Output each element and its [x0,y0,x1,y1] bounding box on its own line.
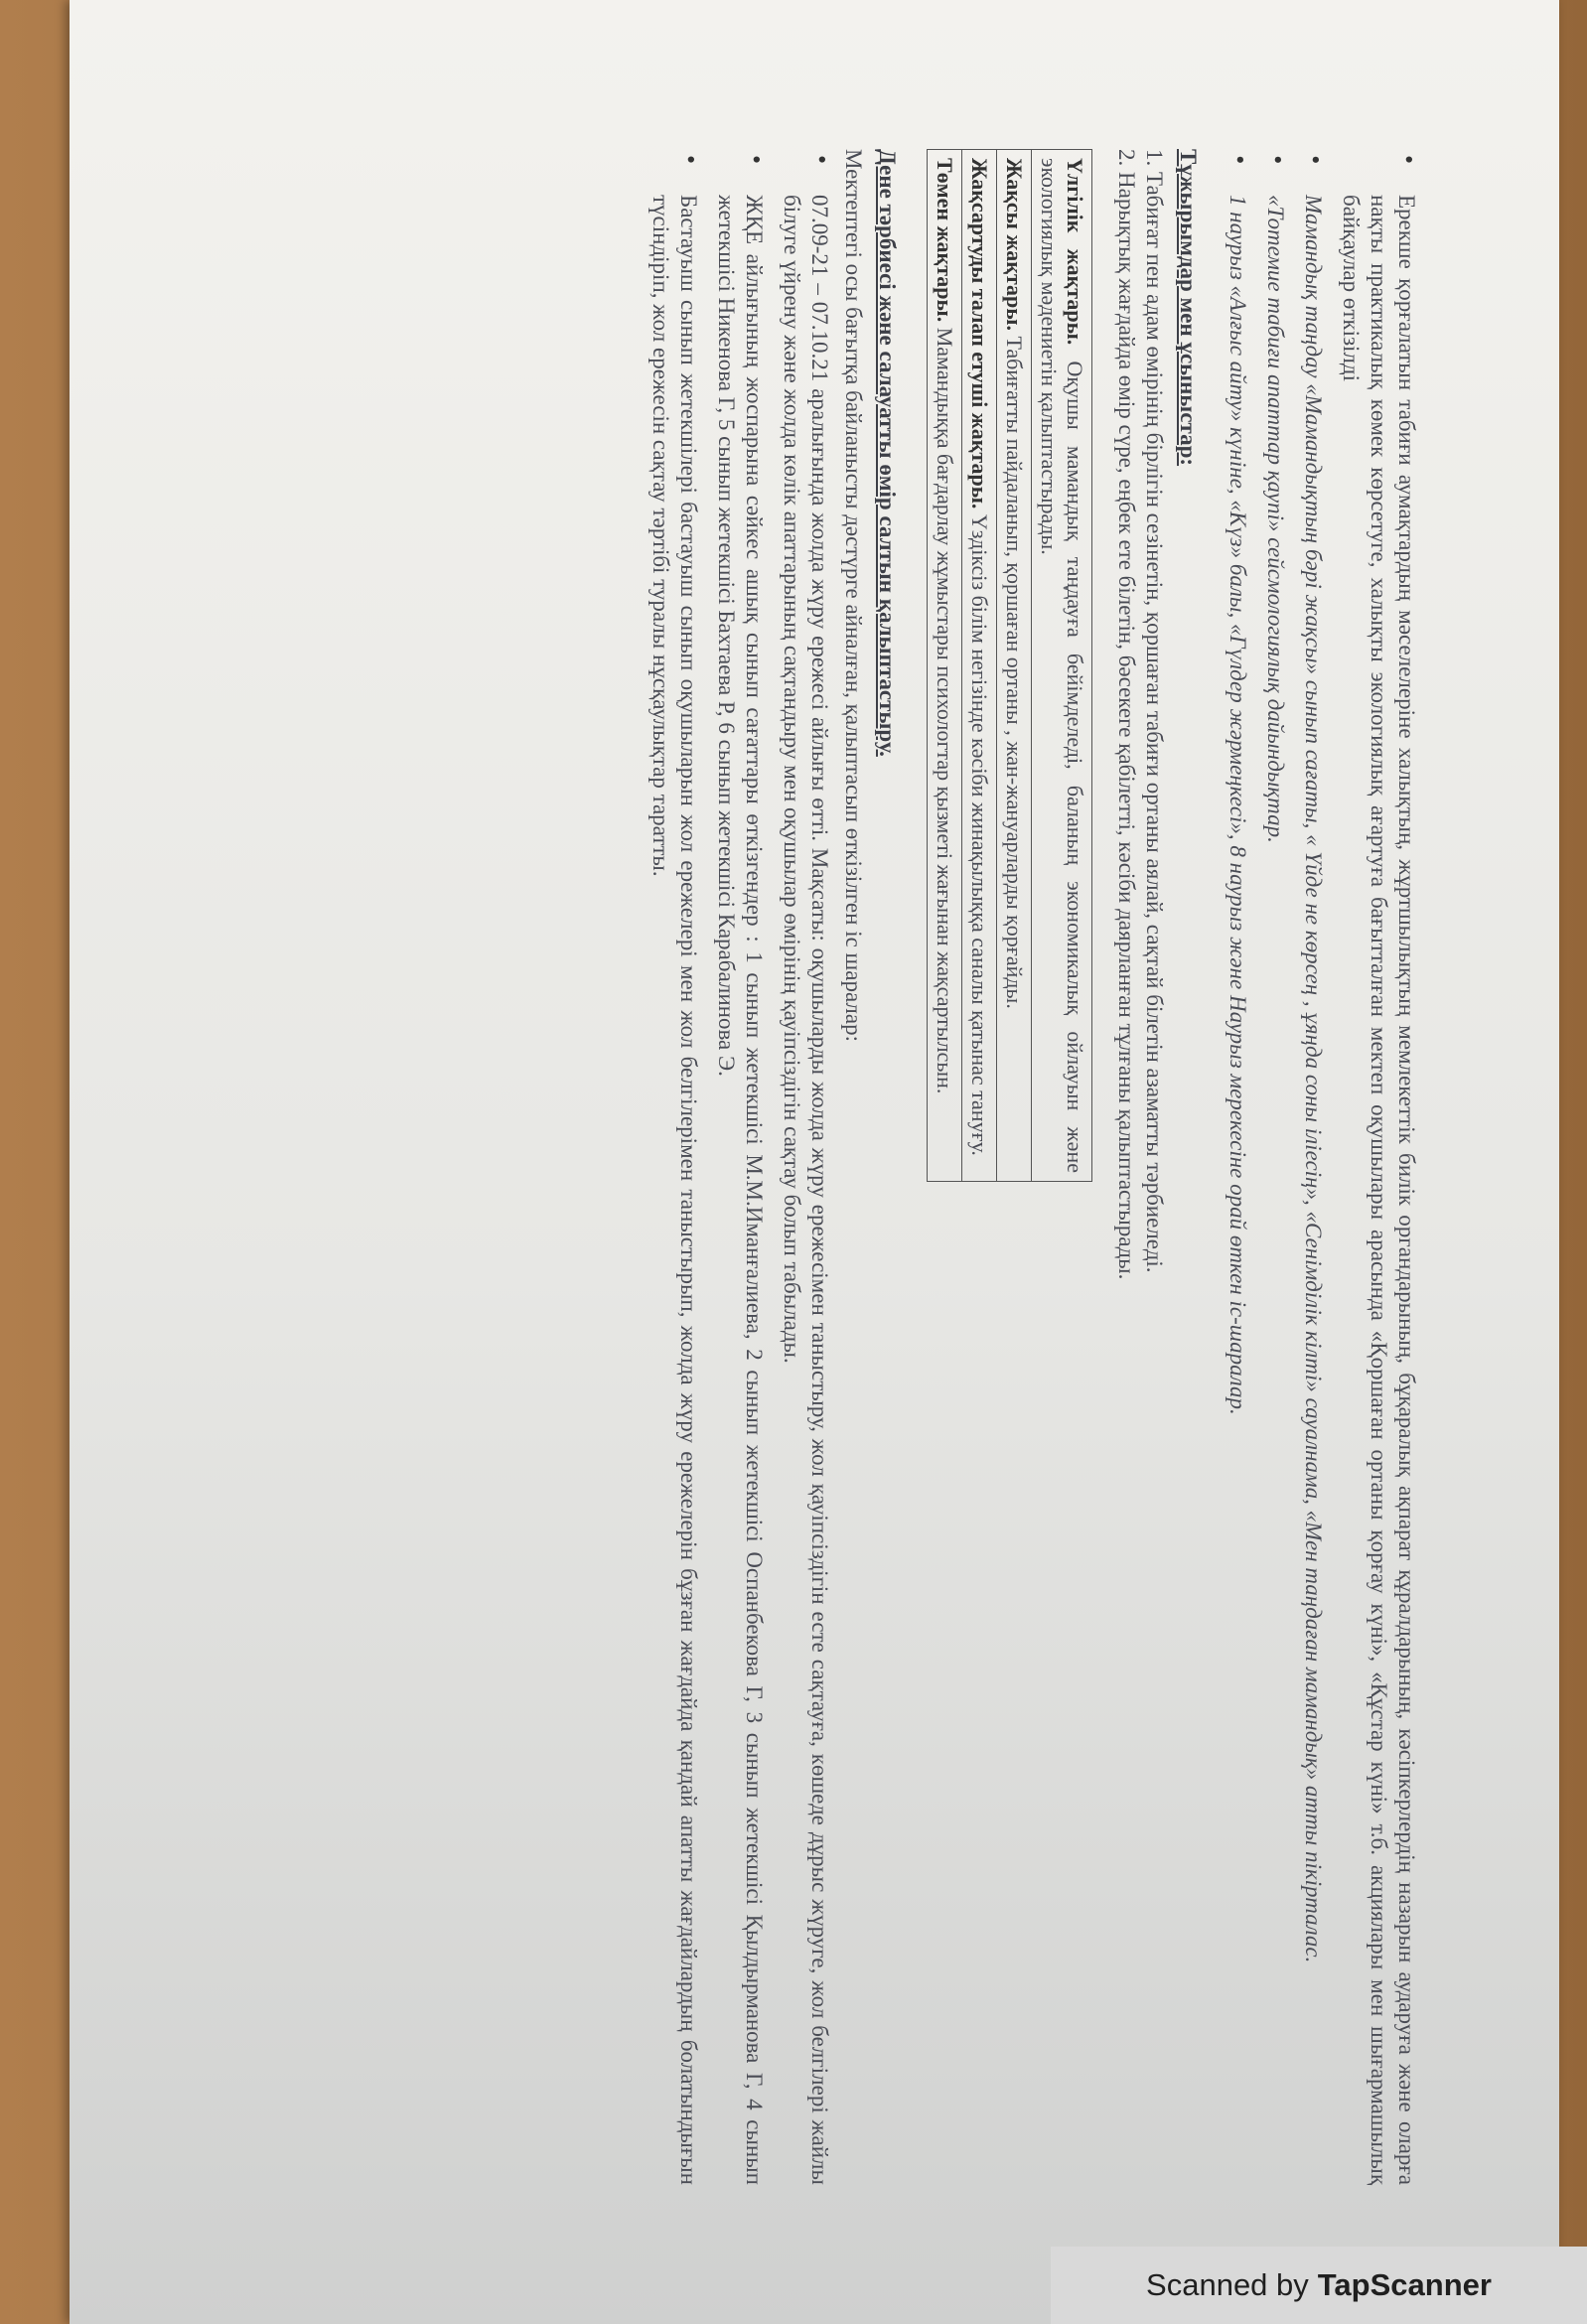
watermark-prefix: Scanned by [1146,2267,1309,2302]
row-label: Төмен жақтары. [933,158,957,323]
list-item: • «Тотемие табиғи апаттар қаупі» сейсмологиялық дайындықтар. [1261,195,1289,2185]
list-item: • 1 наурыз «Алғыс айту» күніне, «Күз» балы, «Гүлдер жәрмеңкесі», 8 наурыз және Наурыз мерекесіне орай өткен іс-шаралар. [1224,195,1251,2185]
row-label: Жақсы жақтары. [1002,158,1027,331]
table-row [1032,150,1092,1182]
page-content-rotated [70,0,1559,2324]
results-table [927,149,1092,1182]
row-text: Мамандыққа бағдарлау жұмыстары психологтар қызметі жағынан жақсартылсын. [933,322,957,1094]
table-row [928,150,962,1182]
list-item: • 07.09-21 – 07.10.21 аралығында жолда жүру ережесі айлығы өтті. Мақсаты: оқушыларды жолда жүру ережесімен таныстыру, жол қауіпсіздігін есте сақтауға, көшеде дұрыс жүруге, жол белгілері жайлы білуге үйрену және жолда көлік апаттарының сақтандыру мен оқушылар өмірінің қауіпсіздігін сақтау болып табылады. [778,195,833,2185]
health-heading: Дене тәрбиесі және салауатты өмір салтын қалыптастыру. [875,149,900,757]
scanned-page [70,0,1559,2324]
scanner-watermark [1051,2247,1587,2324]
table-cell [997,150,1032,1182]
row-label: Жақсартуды талап етуші жақтары. [967,158,992,509]
list-item: • ЖҚЕ айлығының жоспарына сәйкес ашық сынып сағаттары өткізгендер : 1 сынып жетекшісі М.М.Иманғалиева, 2 сынып жетекшісі Оспанбекова Г, 3 сынып жетекшісі Қылдырманова Г, 4 сынып жетекшісі Никенова Г, 5 сынып жетекшісі Бахтаева Р, 6 сынып жетекшісі Карабалинова Э. [712,195,768,2185]
row-label: Үлгілік жақтары. [1063,158,1087,346]
table-cell [1032,150,1092,1182]
conclusions-heading: Тұжырымдар мен ұсыныстар: [1176,149,1201,467]
row-text: Табиғатты пайдаланып, қоршаған ортаны , жан-жануарларды қорғайды. [1002,330,1027,1009]
table-cell [928,150,962,1182]
activities-list [1224,149,1420,2185]
row-text: Үздіксіз білім негізінде кәсіби жинақылыққа саналы қатынас тануғу. [967,508,992,1156]
table-row [997,150,1032,1182]
watermark-brand: TapScanner [1317,2267,1492,2302]
list-item: • Ерекше қорғалатын табиғи аумақтардың мәселелеріне халықтың, жұртшылықтың мемлекеттік билік органдарының, бұқаралық ақпарат құралдарының, кәсіпкерлердің назарын аударуға және оларға нақты практикалық көмек көрсетуге, халықты экологиялық ағартуға бағытталған мектеп оқушылары арасында «Қоршаған ортаны қорғау күні», «Құстар күні» т.б. акциялары мен шығармашылық байқаулар өткізілді [1337,195,1420,2185]
document-body [637,149,1420,2185]
table-cell [962,150,997,1182]
health-intro: Мектептегі осы бағытқа байланысты дәстүрге айналған, қалыптасып өткізілген іс шаралар: [841,149,866,1042]
list-item: • Мамандық таңдау «Мамандықтың бәрі жақсы» сынып сағаты, « Үйде не көрсең , ұяңда соны іліесің», «Сенімділік кілті» сауалнама, «Мен таңдаған мамандық» атты пікірталас. [1299,195,1327,2185]
conclusion-item: 1. Табиғат пен адам өмірінің бірлігін сезінетін, қоршаған табиғи ортаны аялай, сақтай білетін азаматты тәрбиеледі. [1142,149,1167,1273]
table-row [962,150,997,1182]
list-item: • Бастауыш сынып жетекшілері бастауыш сынып оқушыларын жол ережелері мен жол белгілерімен таныстырып, жолда жүру ережелерін бұзған жағдайда қандай апатты жағдайлардың болатындығын түсіндіріп, жол ережесін сақтау тәртібі туралы нұсқаулықтар таратты. [647,195,702,2185]
health-list [647,149,833,2185]
conclusion-item: 2. Нарықтық жағдайда өмір сүре, еңбек ете білетін, бәсекеге қабілетті, кәсіби даярланған тұлғаны қалыптастырады. [1114,149,1139,1280]
row-text: Оқушы мамандық таңдауға бейімделеді, баланың экономикалық ойлауын және экологиялық мәдениетін қалыптастырады. [1037,158,1087,1173]
